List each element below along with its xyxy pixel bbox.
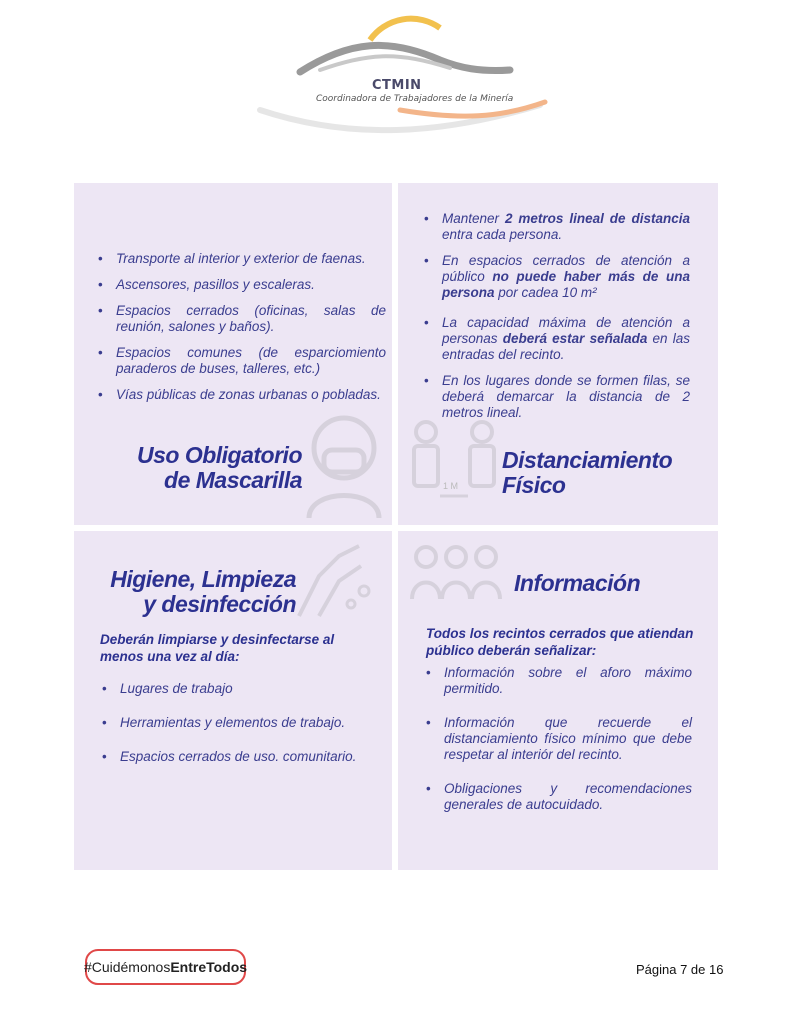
hashtag-badge [85,949,246,985]
title-line: Físico [502,472,566,498]
higiene-intro: Deberán limpiarse y desinfectarse al menos una vez al día: [100,632,335,664]
distanciamiento-list [422,211,690,431]
list-item: • Herramientas y elementos de trabajo. [100,715,372,731]
list-item: • Información sobre el aforo máximo permitido. [424,665,692,697]
higiene-panel [74,531,392,870]
mask-person-icon [299,408,389,518]
distanciamiento-title [502,448,672,498]
list-item: • Espacios cerrados de uso. comunitario. [100,749,372,765]
higiene-list [100,681,372,775]
list-item: • Ascensores, pasillos y escaleras. [96,277,386,293]
distance-people-icon [404,418,504,518]
logo-subtitle: Coordinadora de Trabajadores de la Minería [316,94,514,104]
list-item: • Espacios cerrados (oficinas, salas de reunión, salones y baños). [96,303,386,335]
group-people-icon [406,541,506,601]
list-item: • Mantener 2 metros lineal de distancia entra cada persona. [422,211,690,243]
title-line: de Mascarilla [164,467,302,493]
hashtag-prefix: #Cuidémonos [83,959,171,975]
mascarilla-panel [74,183,392,525]
mascarilla-list [96,251,386,413]
page-number: Página 7 de 16 [636,962,724,977]
title-line: y desinfección [143,591,296,617]
logo-title: CTMIN [372,78,422,93]
title-line: Higiene, Limpieza [110,566,296,592]
distance-label: 1 M [443,481,459,491]
informacion-list [424,665,692,823]
list-item: • En los lugares donde se formen filas, se deberá demarcar la distancia de 2 metros lineal. [422,373,690,421]
list-item: • Transporte al interior y exterior de faenas. [96,251,386,267]
title-line: Uso Obligatorio [137,442,302,468]
list-item: • Lugares de trabajo [100,681,372,697]
list-item: • Obligaciones y recomendaciones generales de autocuidado. [424,781,692,813]
title-line: Distanciamiento [502,447,673,473]
ctmin-logo [240,10,560,140]
list-item: • Espacios comunes (de esparciomiento paraderos de buses, talleres, etc.) [96,345,386,377]
list-item: • En espacios cerrados de atención a público no puede haber más de una persona por cadea 10 m² [422,253,690,301]
distanciamiento-panel [398,183,718,525]
hand-washing-icon [289,536,379,621]
informacion-intro: Todos los recintos cerrados que atiendan público deberán señalizar: [426,626,694,658]
hashtag-bold: EntreTodos [170,959,248,975]
list-item: • Vías públicas de zonas urbanas o pobladas. [96,387,386,403]
mascarilla-title [118,443,302,493]
list-item: • La capacidad máxima de atención a personas deberá estar señalada en las entradas del recinto. [422,315,690,363]
list-item: • Información que recuerde el distanciamiento físico mínimo que debe respetar al interiór del recinto. [424,715,692,763]
informacion-panel [398,531,718,870]
higiene-title [96,567,296,617]
informacion-title: Información [514,570,641,596]
